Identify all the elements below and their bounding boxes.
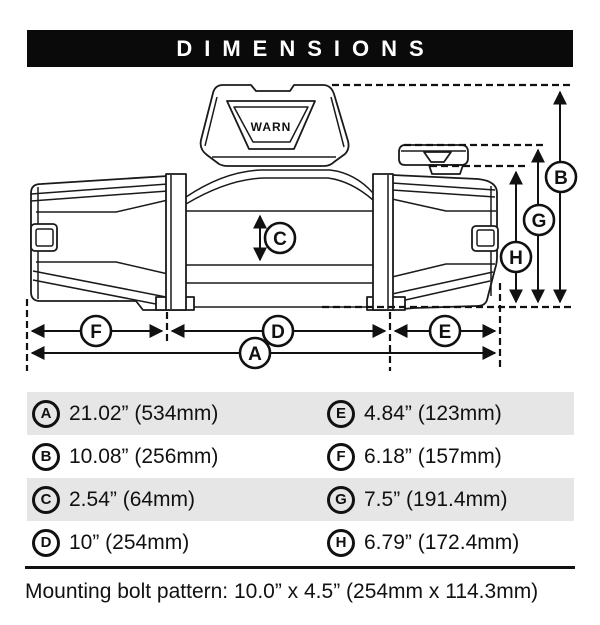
value-G: 7.5” (191.4mm) xyxy=(364,487,508,511)
letter-badge-E: E xyxy=(327,400,355,428)
footer-divider xyxy=(25,566,575,604)
value-F: 6.18” (157mm) xyxy=(364,444,502,468)
table-cell-G xyxy=(327,486,508,514)
mounting-bolt-pattern-note: Mounting bolt pattern: 10.0” x 4.5” (254mm x 114.3mm) xyxy=(25,580,539,603)
value-C: 2.54” (64mm) xyxy=(69,487,196,511)
dim-label-F: F xyxy=(90,322,102,343)
value-E: 4.84” (123mm) xyxy=(364,401,502,425)
dim-label-C: C xyxy=(273,229,287,250)
letter-badge-C: C xyxy=(32,486,60,514)
dim-label-H: H xyxy=(509,248,523,269)
table-row xyxy=(27,521,574,564)
dimension-B xyxy=(546,92,576,302)
dim-label-E: E xyxy=(438,322,452,343)
dim-label-G: G xyxy=(531,211,547,232)
dimension-C xyxy=(260,216,295,260)
page-title: DIMENSIONS xyxy=(27,30,573,67)
letter-badge-D: D xyxy=(32,529,60,557)
right-gear-housing xyxy=(392,175,498,310)
table-cell-F xyxy=(327,443,502,471)
winch-body xyxy=(31,85,498,310)
table-cell-E xyxy=(327,400,502,428)
dim-label-A: A xyxy=(248,344,262,365)
letter-badge-A: A xyxy=(32,400,60,428)
value-D: 10” (254mm) xyxy=(69,530,190,554)
value-H: 6.79” (172.4mm) xyxy=(364,530,520,554)
dimension-F xyxy=(32,316,162,346)
table-cell-C xyxy=(27,486,327,514)
table-row xyxy=(27,435,574,478)
clutch-lever xyxy=(399,145,468,174)
table-cell-A xyxy=(27,400,327,428)
letter-badge-H: H xyxy=(327,529,355,557)
value-B: 10.08” (256mm) xyxy=(69,444,219,468)
letter-badge-G: G xyxy=(327,486,355,514)
table-cell-B xyxy=(27,443,327,471)
dim-label-B: B xyxy=(554,168,568,189)
dim-label-D: D xyxy=(271,322,285,343)
letter-badge-F: F xyxy=(327,443,355,471)
table-cell-H xyxy=(327,529,519,557)
table-row xyxy=(27,478,574,521)
dimension-H xyxy=(501,172,531,302)
dimension-D xyxy=(172,316,385,346)
left-motor-housing xyxy=(31,176,168,310)
dimensions-table xyxy=(27,392,574,564)
table-cell-D xyxy=(27,529,327,557)
letter-badge-B: B xyxy=(32,443,60,471)
control-pack xyxy=(201,85,349,166)
dimension-E xyxy=(395,316,495,346)
value-A: 21.02” (534mm) xyxy=(69,401,219,425)
table-row xyxy=(27,392,574,435)
warn-logo-text: WARN xyxy=(250,120,292,134)
